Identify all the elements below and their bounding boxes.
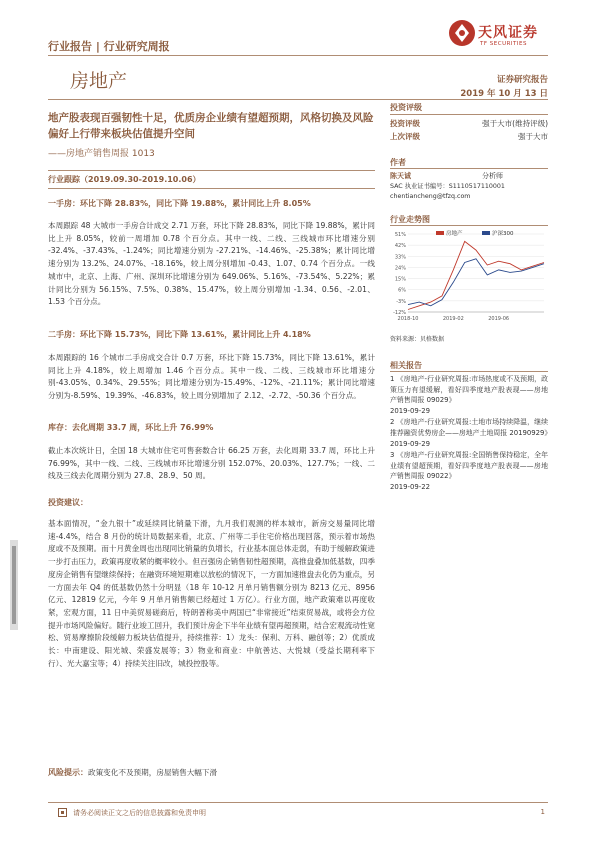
risk-text: 政策变化不及预期，房屋销售大幅下滑 [88, 768, 218, 777]
second-hand-text: 本周跟踪的 16 个城市二手房成交合计 0.7 万套，环比下降 15.73%，同比下降 13.61%，累计同比上升 4.18%，较上周增加 1.46 个百分点。其中一线、二线、三线城市环比增速分别-43.05%、0.34%、29.55%；同比增速分别为-15.49%、-12%、-21.11%；累计同比增速分别为-8.59%、19.39%、-46.83%，较上周分别增加了 2.12、-2.72、-50.36 个百分点。 [48, 353, 375, 401]
body-top-divider [48, 170, 375, 171]
advice-heading: 投资建议： [48, 498, 88, 507]
risk-label: 风险提示： [48, 768, 88, 777]
chart-y-tick-label: 51% [394, 232, 406, 238]
rating-divider [390, 114, 548, 115]
chart-legend-label: 沪深300 [492, 231, 514, 237]
chart-series-line [408, 241, 544, 309]
industry-name: 房地产 [70, 70, 128, 92]
footer-disclaimer[interactable]: 请务必阅读正文之后的信息披露和免责申明 [73, 809, 206, 817]
chart-x-tick-label: 2019-02 [442, 316, 464, 322]
risk-line [48, 767, 375, 780]
chart-series-line [408, 259, 544, 306]
prev-rating-key: 上次评级 [390, 132, 420, 141]
chart-y-tick-label: 15% [394, 276, 406, 283]
side-stamp-icon [8, 540, 20, 630]
first-hand-heading: 一手房：环比下降 28.83%，同比下降 19.88%，累计同比上升 8.05% [48, 199, 311, 208]
chart-y-tick-label: -3% [396, 298, 406, 305]
related-list [390, 374, 552, 493]
related-item[interactable] [390, 374, 548, 416]
trend-section-label: 行业走势图 [390, 215, 430, 224]
author-role: 分析师 [482, 172, 503, 180]
inventory-heading: 库存：去化周期 33.7 周，环比上升 76.99% [48, 423, 214, 432]
header-divider [48, 55, 548, 56]
title-divider [48, 99, 548, 100]
related-item-date: 2019-09-29 [390, 439, 431, 448]
report-category: 行业报告 | 行业研究周报 [48, 40, 170, 53]
logo-mark-icon [449, 20, 475, 46]
invest-rating-label: 投资评级 [390, 103, 422, 112]
inventory-text: 截止本次统计日，全国 18 大城市住宅可售套数合计 66.25 万套，去化周期 33.7 周，环比上升 76.99%，其中一线、二线、三线城市环比增速分别 152.07%、20.03%、127.7%；一线、二线及三线去化周期分别为 27.8、28.9、50 周。 [48, 446, 375, 481]
related-item-date: 2019-09-29 [390, 406, 431, 415]
report-date: 2019 年 10 月 13 日 [460, 89, 548, 99]
chart-legend-swatch [436, 231, 444, 235]
chart-x-tick-label: 2019-06 [488, 316, 510, 322]
report-subtitle: ——房地产销售周报 1013 [48, 149, 155, 159]
tracking-label: 行业跟踪（2019.09.30-2019.10.06） [48, 175, 201, 184]
related-item[interactable] [390, 450, 548, 492]
logo-en: TF SECURITIES [480, 41, 527, 47]
first-hand-text: 本周跟踪 48 大城市一手房合计成交 2.71 万套，环比下降 28.83%，同比下降 19.88%，累计同比上升 8.05%，较前一周增加 0.78 个百分点。其中一线、二线、三线城市环比增速分别 -32.4%、-37.43%、-1.24%；同比增速分别为 -27.21%、-14.46%、-25.38%；累计同比增速分别为 13.2%、24.07%、-18.16%，较上周分别增加 -0.43、1.07、0.74 个百分点。一线城市中，北京、上海、广州、深圳环比增速分别为 649.06%、5.16%、-73.54%、5.22%；累计同比分别为 56.15%、7.5%、0.38%、15.47%，较上周分别增加 -1.34、0.56、-2.01、1.53 个百分点。 [48, 221, 375, 307]
author-section-label: 作者 [390, 158, 406, 167]
report-type: 证券研究报告 [496, 75, 548, 85]
second-hand-heading: 二手房：环比下降 15.73%，同比下降 13.61%，累计同比上升 4.18% [48, 330, 311, 339]
author-cert: SAC 执业证书编号：S1110517110001 [390, 183, 505, 190]
chart-y-tick-label: 42% [394, 243, 406, 250]
page-number: 1 [540, 808, 545, 816]
tracking-divider [48, 188, 375, 189]
author-email[interactable]: chentiancheng@tfzq.com [390, 193, 471, 200]
trend-divider [390, 225, 548, 226]
author-name: 陈天诚 [390, 172, 411, 180]
chart-legend-label: 房地产 [446, 231, 463, 237]
related-item-text: 2 《房地产-行业研究周报:土地市场持续降温，继续推荐融资优势房企——房地产土地周报 20190929》 [390, 418, 552, 437]
trend-chart [388, 228, 548, 328]
chart-y-tick-label: 6% [398, 287, 406, 294]
related-item-text: 3 《房地产-行业研究周报:全国销售保持稳定，全年业绩有望超预期，看好四季度地产股表现——房地产销售周报 09022》 [390, 451, 548, 481]
related-item-text: 1 《房地产-行业研究周报:市场热度或不及预期，政策压力有望缓解，看好四季度地产股表现——房地产销售周报 09029》 [390, 375, 548, 405]
chart-y-tick-label: 24% [394, 265, 406, 272]
related-divider [390, 371, 548, 372]
chart-x-tick-label: 2018-10 [397, 316, 419, 322]
prev-rating-value: 强于大市 [518, 132, 548, 141]
related-section-label: 相关报告 [390, 361, 422, 370]
footer-divider [48, 802, 548, 803]
info-square-icon [58, 808, 67, 817]
advice-text: 基本面情况，“金九银十”或延续同比销量下滑，九月我们观测的样本城市，新房交易量同比增速-4.4%，结合 8 月份的统计局数据来看，北京、广州等二手住宅价格出现回落，预示着市场热度或不及预期。而十月黄金周也出现同比销量的负增长，行业基本面总体走弱，有助于缓解政策进一步打击压力，政策再度收紧的概率较小。但百强房企销售韧性超预期，高推盘叠加低基数，四季度房企销售有望继续保持；在融资环境短期难以放松的情况下，一方面加速推盘去化仍为重点，另一方面去年 Q4 的低基数仍然十分明显（18 年 10-12 月单月销售额分别为 8213 亿元、8956 亿元、12819 亿元，今年 9 月单月销售额已经超过 1 万亿）。行业方面，地产政策难以再度收紧，宏观方面，11 日中美贸易磋商后，特朗普称美中两国已“非常接近”结束贸易战，或将会方位提升市场风险偏好。随行业竣工回升，我们预计房企下半年业绩有望再超预期，结合宏观流动性宽松、贸易摩擦阶段缓解力板块估值提升，持续推荐：1）龙头：保利、万科、融创等；2）优质成长：中南建设、阳光城、荣盛发展等；3）物业和商业：中航善达、大悦城（受益长期利率下行）、光大嘉宝等；4）持续关注旧改，城投控股等。 [48, 519, 375, 668]
report-title: 地产股表现百强韧性十足，优质房企业绩有望超预期，风格切换及风险偏好上行带来板块估值提升空间 [48, 112, 374, 140]
author-divider [390, 168, 548, 169]
chart-y-tick-label: -12% [393, 310, 406, 316]
related-item-date: 2019-09-22 [390, 482, 431, 491]
chart-legend-swatch [482, 231, 490, 235]
chart-y-tick-label: 33% [394, 254, 406, 261]
invest-rating-key: 投资评级 [390, 119, 420, 128]
logo-name: 天风证券 [478, 25, 538, 41]
related-item[interactable] [390, 417, 552, 449]
invest-rating-value: 强于大市(维持评级) [482, 119, 548, 128]
trend-source: 资料来源：贝格数据 [390, 336, 445, 343]
